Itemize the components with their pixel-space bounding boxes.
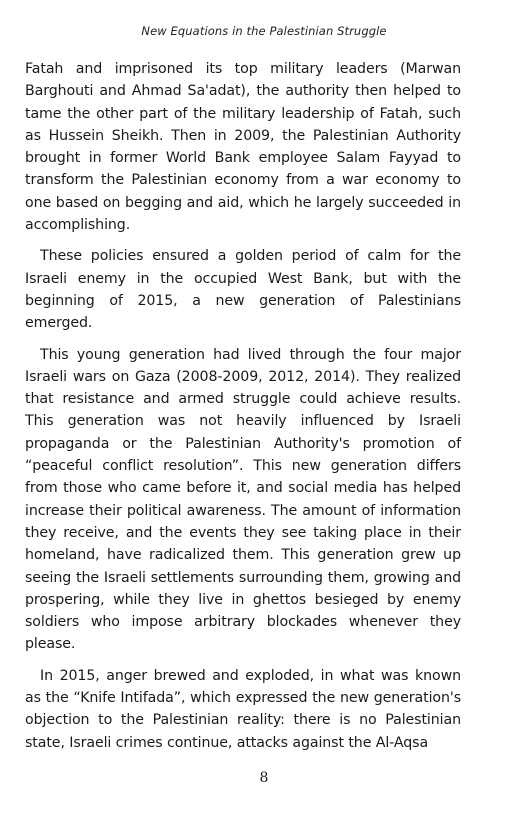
paragraph-3: This young generation had lived through the four major Israeli wars on Gaza (2008-2009, 2012, 2014). They realized that resistance and armed struggle could achieve results. This generation was not heavily influenced by Israeli propaganda or the Palestinian Authority's promotion of “peaceful conflict resolution”. This new generation differs from those who came before it, and social media has helped increase their political awareness. The amount of information they receive, and the events they see taking place in their homeland, have radicalized them. This generation grew up seeing the Israeli settlements surrounding them, growing and prospering, while they live in ghettos besieged by enemy soldiers who impose arbitrary blockades whenever they please. bbox=[25, 346, 461, 653]
paragraph-4: In 2015, anger brewed and exploded, in what was known as the “Knife Intifada”, which expressed the new generation's objection to the Palestinian reality: there is no Palestinian state, Israeli crimes continue, attacks against the Al-Aqsa bbox=[25, 667, 461, 751]
paragraph-1: Fatah and imprisoned its top military leaders (Marwan Barghouti and Ahmad Sa'adat), the authority then helped to tame the other part of the military leadership of Fatah, such as Hussein Sheikh. Then in 2009, the Palestinian Authority brought in former World Bank employee Salam Fayyad to transform the Palestinian economy from a war economy to one based on begging and aid, which he largely succeeded in accomplishing. bbox=[25, 61, 461, 234]
paragraph-2: These policies ensured a golden period of calm for the Israeli enemy in the occupied West Bank, but with the beginning of 2015, a new generation of Palestinians emerged. bbox=[25, 248, 461, 332]
running-header: New Equations in the Palestinian Struggle bbox=[141, 24, 387, 38]
page-number: 8 bbox=[259, 770, 269, 786]
body-text bbox=[25, 58, 461, 763]
